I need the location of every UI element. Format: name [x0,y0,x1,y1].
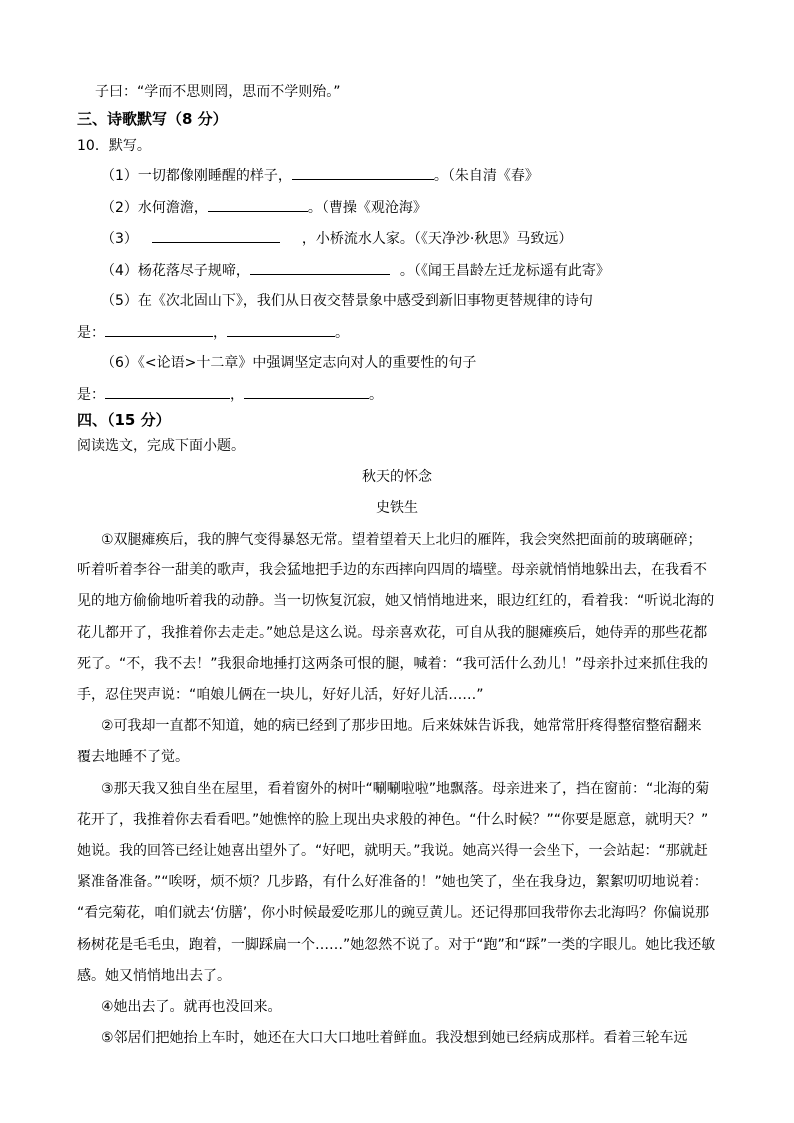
item-5-prompt: （5）在《次北固山下》，我们从日夜交替景象中感受到新旧事物更替规律的诗句 [101,293,593,309]
article-line: 花开了，我推着你去看看吧。”她憔悴的脸上现出央求般的神色。“什么时候？”“你要是愿意，就明天？” [77,812,709,828]
question-10: 10．默写。 [77,138,151,154]
reading-instruction: 阅读选文，完成下面小题。 [77,438,245,454]
article-line: ⑤邻居们把她抬上车时，她还在大口大口地吐着鲜血。我没想到她已经病成那样。看着三轮车远 [101,1030,688,1046]
item-3: （3） ，小桥流水人家。（《天净沙·秋思》马致远） [101,231,573,247]
article-line: ④她出去了。就再也没回来。 [101,999,282,1015]
article-line: 感。她又悄悄地出去了。 [77,968,231,984]
answer-blank[interactable] [250,261,390,275]
article-line: 手，忍住哭声说：“咱娘儿俩在一块儿，好好儿活，好好儿活……” [77,687,484,703]
article-line: 花儿都开了，我推着你去走走。”她总是这么说。母亲喜欢花，可自从我的腿瘫痪后，她侍弄的那些花都 [77,625,708,641]
article-line: 紧准备准备。”“唉呀，烦不烦？几步路，有什么好准备的！”她也笑了，坐在我身边，絮絮叨叨地说着： [77,874,708,890]
answer-blank[interactable] [244,385,369,399]
section-3-heading: 三、诗歌默写（8 分） [77,110,228,128]
answer-blank[interactable] [105,323,213,337]
item-5-answer: 是： ， 。 [77,325,349,341]
article-line: 见的地方偷偷地听着我的动静。当一切恢复沉寂，她又悄悄地进来，眼边红红的，看着我：“听说北海的 [77,593,715,609]
article-line: 杨树花是毛毛虫，跑着，一脚踩扁一个……”她忽然不说了。对于“跑”和“踩”一类的字眼儿。她比我还敏 [77,937,716,953]
item-6-answer: 是： ， 。 [77,387,383,403]
item-4: （4）杨花落尽子规啼， 。（《闻王昌龄左迁龙标遥有此寄》 [101,263,610,279]
article-line: ②可我却一直都不知道，她的病已经到了那步田地。后来妹妹告诉我，她常常肝疼得整宿整宿翻来 [101,718,702,734]
quote-line: 子曰：“学而不思则罔，思而不学则殆。” [95,84,341,100]
answer-blank[interactable] [105,385,230,399]
article-line: ③那天我又独自坐在屋里，看着窗外的树叶“唰唰啦啦”地飘落。母亲进来了，挡在窗前：“北海的菊 [101,781,710,797]
article-line: 覆去地睡不了觉。 [77,749,189,765]
article-author: 史铁生 [376,500,418,516]
answer-blank[interactable] [208,198,308,212]
article-line: “看完菊花，咱们就去‘仿膳’，你小时候最爱吃那儿的豌豆黄儿。还记得那回我带你去北海吗？你偏说那 [77,905,710,921]
item-6-prompt: （6）《<论语>十二章》中强调坚定志向对人的重要性的句子 [101,355,477,371]
article-line: 死了。“不，我不去！”我狠命地捶打这两条可恨的腿，喊着：“我可活什么劲儿！”母亲扑过来抓住我的 [77,656,709,672]
answer-blank[interactable] [227,323,335,337]
article-line: 听着听着李谷一甜美的歌声，我会猛地把手边的东西摔向四周的墙壁。母亲就悄悄地躲出去，在我看不 [77,562,707,578]
article-title: 秋天的怀念 [362,469,432,485]
answer-blank[interactable] [292,166,434,180]
article-line: 她说。我的回答已经让她喜出望外了。“好吧，就明天。”我说。她高兴得一会坐下，一会站起：“那就赶 [77,843,708,859]
section-4-heading: 四、（15 分） [77,411,171,429]
article-line: ①双腿瘫痪后，我的脾气变得暴怒无常。望着望着天上北归的雁阵，我会突然把面前的玻璃砸碎； [101,532,702,548]
answer-blank[interactable] [152,229,280,243]
item-2: （2）水何澹澹， 。（曹操《观沧海》 [101,200,427,216]
item-1: （1）一切都像刚睡醒的样子， 。（朱自清《春》 [101,168,539,184]
